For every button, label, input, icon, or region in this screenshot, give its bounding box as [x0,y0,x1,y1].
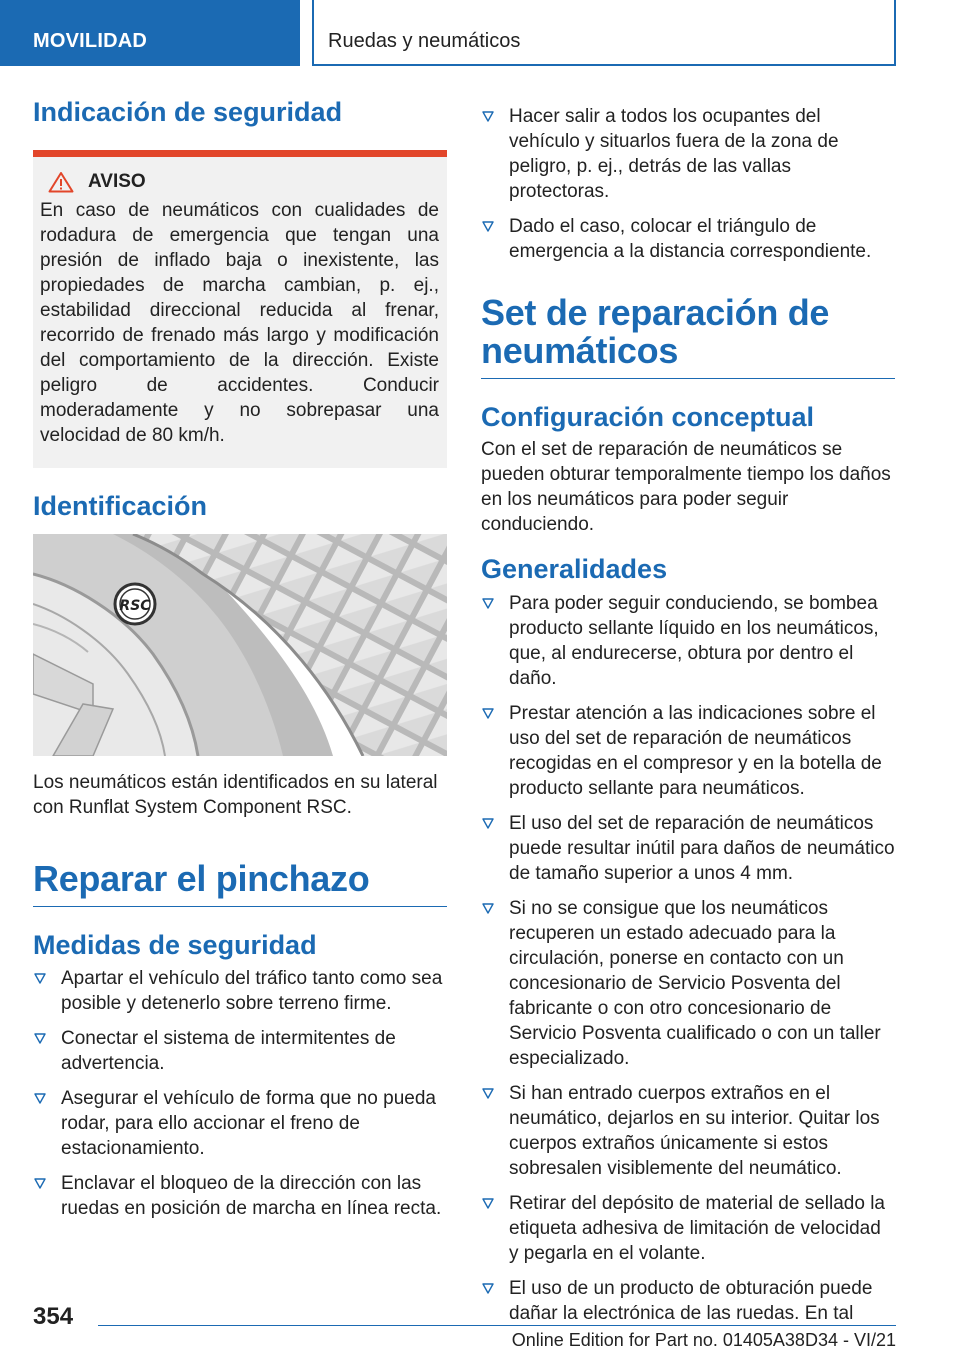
list-item: Conectar el sistema de intermitentes de advertencia. [33,1026,447,1076]
right-column [481,104,895,1336]
triangle-bullet-icon [481,1197,495,1211]
triangle-bullet-icon [481,817,495,831]
tire-illustration [33,534,447,756]
section-tab: MOVILIDAD [0,0,300,66]
measures-list-continued [481,104,895,264]
list-item: Retirar del depósito de material de sellado la etiqueta adhesiva de limitación de velocidad y pegarla en el volante. [481,1191,895,1266]
footer-rule [98,1325,896,1326]
concept-text: Con el set de reparación de neumáticos se pueden obturar temporalmente tiempo los daños en los neumáticos para poder seguir conduciendo. [481,439,891,536]
general-heading: Generalidades [481,554,668,585]
triangle-bullet-icon [33,1032,47,1046]
identification-text: Los neumáticos están identificados en su lateral con Runflat System Component RSC. [33,771,438,818]
triangle-bullet-icon [33,972,47,986]
left-column [33,96,447,1231]
triangle-bullet-icon [481,707,495,721]
rsc-emblem [115,584,155,624]
list-item: Dado el caso, colocar el triángulo de emergencia a la distancia correspondiente. [481,214,895,264]
list-item: El uso del set de reparación de neumáticos puede resultar inútil para daños de neumático de tamaño superior a unos 4 mm. [481,811,895,886]
triangle-bullet-icon [33,1092,47,1106]
list-item: Asegurar el vehículo de forma que no pueda rodar, para ello accionar el freno de estacionamiento. [33,1086,447,1161]
list-item: Si no se consigue que los neumáticos recuperen un estado adecuado para la circulación, ponerse en contacto con un concesionario de Servicio Posventa del fabricante o con otro concesionario de Servicio Posventa cualificado o con un taller especializado. [481,896,895,1071]
triangle-bullet-icon [481,902,495,916]
general-list [481,591,895,1326]
page-number: 354 [33,1303,74,1330]
measures-list [33,966,447,1221]
list-item: El uso de un producto de obturación puede dañar la electrónica de las ruedas. En tal [481,1276,895,1326]
warning-icon [48,171,74,193]
triangle-bullet-icon [481,110,495,124]
repair-heading: Reparar el pinchazo [33,857,370,899]
safety-heading: Indicación de seguridad [33,97,343,127]
page-header [0,0,960,66]
concept-heading: Configuración conceptual [481,402,815,433]
list-item: Apartar el vehículo del tráfico tanto como sea posible y detenerlo sobre terreno firme. [33,966,447,1016]
repair-heading-block [33,857,447,907]
triangle-bullet-icon [481,1087,495,1101]
triangle-bullet-icon [481,1282,495,1296]
edition-note: Online Edition for Part no. 01405A38D34 - VI/21 [511,1330,896,1350]
triangle-bullet-icon [481,220,495,234]
list-item: Hacer salir a todos los ocupantes del vehículo y situarlos fuera de la zona de peligro, p. ej., detrás de las vallas protectoras. [481,104,895,204]
chapter-title: Ruedas y neumáticos [312,0,896,66]
tire-image [33,534,447,756]
warning-header [40,171,439,193]
list-item: Si han entrado cuerpos extraños en el neumático, dejarlos en su interior. Quitar los cuerpos extraños únicamente si estos sobresalen visiblemente del neumático. [481,1081,895,1181]
list-item: Prestar atención a las indicaciones sobre el uso del set de reparación de neumáticos recogidas en el compresor y en la botella de producto sellante para neumáticos. [481,701,895,801]
list-item: Enclavar el bloqueo de la dirección con las ruedas en posición de marcha en línea recta. [33,1171,447,1221]
warning-box [33,150,447,468]
set-heading: Set de reparación de neumáticos [481,292,830,372]
set-heading-block [481,294,895,379]
rsc-logo-text: RSC [119,597,151,614]
measures-heading: Medidas de seguridad [33,929,317,960]
triangle-bullet-icon [481,597,495,611]
warning-text: En caso de neumáticos con cualidades de rodadura de emergencia que tengan una presión de inflado baja o inexistente, las propiedades de marcha cambian, p. ej., estabilidad direccional reducida al frenar, recorrido de frenado más largo y modificación del comportamiento de la dirección. Existe peligro de accidentes. Conducir moderadamente y no sobrepasar una velocidad de 80 km/h. [40,199,439,446]
warning-label: AVISO [88,170,146,192]
list-item: Para poder seguir conduciendo, se bombea producto sellante líquido en los neumáticos, que, al endurecerse, obtura por dentro el daño. [481,591,895,691]
identification-heading: Identificación [33,490,208,521]
triangle-bullet-icon [33,1177,47,1191]
